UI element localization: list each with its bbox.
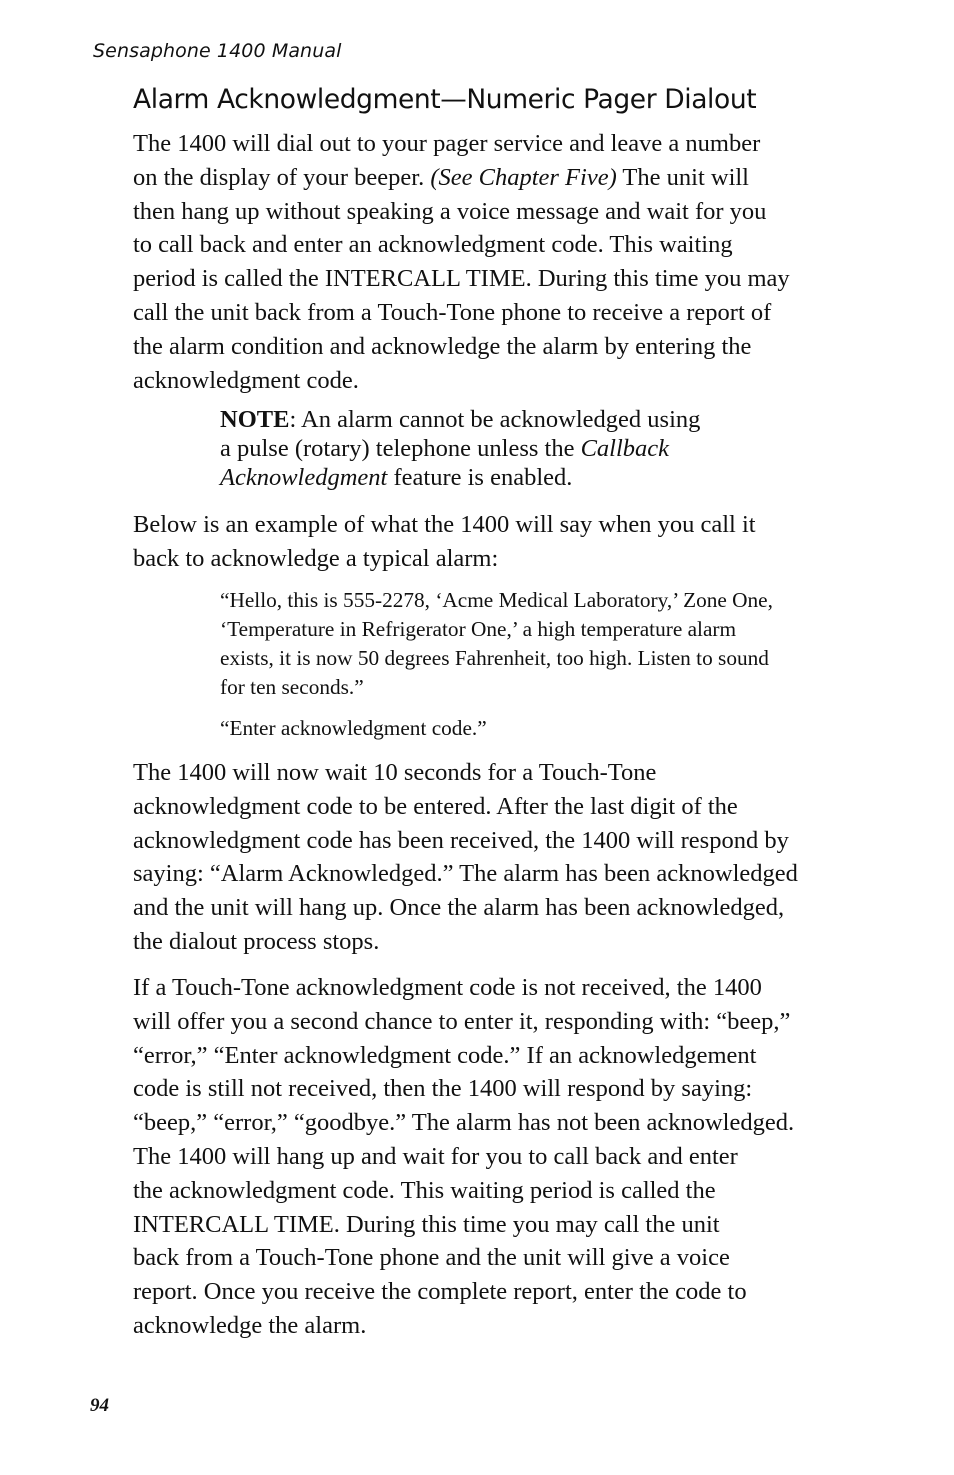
paragraph-line: acknowledgment code. — [133, 366, 359, 394]
paragraph-line: the dialout process stops. — [133, 927, 380, 955]
paragraph-line: Below is an example of what the 1400 will say when you call it — [133, 511, 756, 538]
page-number: 94 — [90, 1395, 109, 1416]
enter-code-quote — [220, 714, 860, 743]
note-line — [220, 405, 820, 434]
chapter-reference: (See Chapter Five) — [430, 163, 617, 191]
paragraph-line: report. Once you receive the complete report, enter the code to — [133, 1278, 747, 1306]
quote-line: ‘Temperature in Refrigerator One,’ a high temperature alarm — [220, 617, 737, 641]
intro-paragraph — [133, 127, 863, 397]
paragraph-line: will offer you a second chance to enter it, responding with: “beep,” — [133, 1007, 791, 1035]
running-header: Sensaphone 1400 Manual — [93, 40, 342, 62]
paragraph-line: INTERCALL TIME. During this time you may call the unit — [133, 1210, 720, 1238]
quote-line: for ten seconds.” — [220, 675, 364, 699]
paragraph-line: call the unit back from a Touch-Tone phone to receive a report of — [133, 298, 772, 326]
section-title: Alarm Acknowledgment—Numeric Pager Dialout — [133, 84, 757, 115]
paragraph-line: back to acknowledge a typical alarm: — [133, 544, 499, 572]
paragraph-line: acknowledgment code has been received, the 1400 will respond by — [133, 826, 789, 854]
paragraph-line: and the unit will hang up. Once the alarm has been acknowledged, — [133, 894, 785, 922]
paragraph-line: saying: “Alarm Acknowledged.” The alarm has been acknowledged — [133, 860, 798, 888]
note-line — [220, 434, 820, 463]
paragraph-line: acknowledgment code to be entered. After the last digit of the — [133, 792, 738, 820]
quote-line: exists, it is now 50 degrees Fahrenheit, too high. Listen to sound — [220, 646, 769, 670]
quote-line: “Enter acknowledgment code.” — [220, 716, 487, 740]
paragraph-line — [133, 161, 863, 195]
paragraph-text: The unit will — [616, 163, 749, 191]
paragraph-line: If a Touch-Tone acknowledgment code is not received, the 1400 — [133, 974, 762, 1001]
paragraph-line: acknowledge the alarm. — [133, 1311, 367, 1339]
paragraph-line: The 1400 will dial out to your pager service and leave a number — [133, 130, 761, 157]
paragraph-line: The 1400 will hang up and wait for you to call back and enter — [133, 1142, 738, 1170]
paragraph-text: on the display of your beeper. — [133, 163, 431, 191]
paragraph-line: The 1400 will now wait 10 seconds for a Touch-Tone — [133, 759, 657, 786]
paragraph-line: the alarm condition and acknowledge the alarm by entering the — [133, 332, 752, 360]
quote-line: “Hello, this is 555-2278, ‘Acme Medical Laboratory,’ Zone One, — [220, 588, 773, 612]
feature-name: Callback — [580, 435, 670, 462]
paragraph-line: the acknowledgment code. This waiting period is called the — [133, 1176, 716, 1204]
paragraph-line: “beep,” “error,” “goodbye.” The alarm has not been acknowledged. — [133, 1109, 795, 1137]
note-block — [220, 405, 820, 492]
acknowledgment-paragraph — [133, 756, 863, 959]
paragraph-line: code is still not received, then the 1400 will respond by saying: — [133, 1075, 753, 1103]
paragraph-line: then hang up without speaking a voice message and wait for you — [133, 197, 767, 225]
paragraph-line: to call back and enter an acknowledgment code. This waiting — [133, 231, 733, 259]
example-intro-paragraph — [133, 508, 863, 576]
paragraph-line: back from a Touch-Tone phone and the unit will give a voice — [133, 1244, 730, 1272]
note-text: feature is enabled. — [387, 464, 573, 491]
note-text: : An alarm cannot be acknowledged using — [289, 406, 701, 433]
retry-paragraph — [133, 971, 863, 1343]
note-text: a pulse (rotary) telephone unless the — [220, 435, 581, 462]
paragraph-line: period is called the INTERCALL TIME. During this time you may — [133, 265, 790, 293]
voice-report-quote — [220, 586, 860, 702]
paragraph-line: “error,” “Enter acknowledgment code.” If an acknowledgement — [133, 1041, 757, 1069]
note-line — [220, 463, 820, 492]
feature-name: Acknowledgment — [220, 464, 388, 491]
note-label: NOTE — [220, 406, 290, 433]
